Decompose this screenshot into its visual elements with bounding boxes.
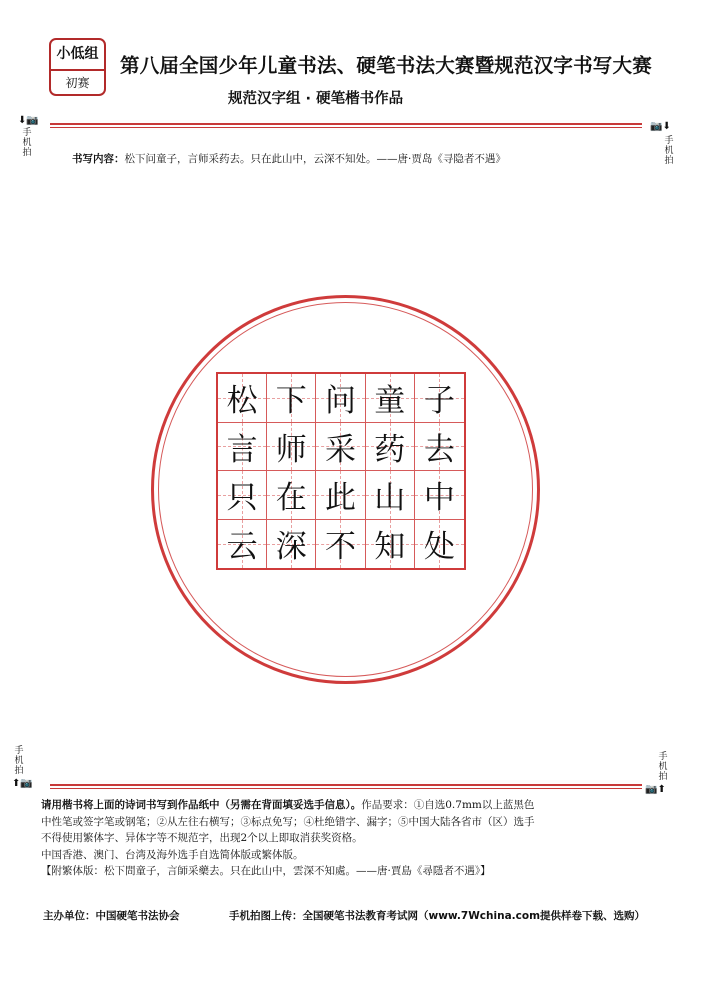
camera-upload-icon: ⬆📷	[12, 778, 33, 789]
grid-cell: 言	[218, 423, 267, 472]
grid-cell: 知	[366, 520, 415, 569]
grid-cell: 中	[415, 471, 464, 520]
grid-cell: 去	[415, 423, 464, 472]
group-badge	[49, 38, 106, 96]
group-label: 小低组	[51, 40, 104, 71]
bottom-divider	[50, 784, 642, 789]
writing-content-text: 松下问童子，言师采药去。只在此山中，云深不知处。——唐·贾岛《寻隐者不遇》	[124, 153, 506, 165]
stage-label: 初赛	[65, 76, 90, 90]
grid-cell: 只	[218, 471, 267, 520]
writing-content-label: 书写内容：	[72, 153, 125, 165]
phone-photo-label-top-left: 手 机 拍	[22, 128, 32, 158]
requirements-intro: 请用楷书将上面的诗词书写到作品纸中（另需在背面填妥选手信息）。	[41, 799, 362, 811]
grid-cell: 云	[218, 520, 267, 569]
grid-cell: 山	[366, 471, 415, 520]
phone-photo-label-bottom-right: 手 机 拍	[658, 752, 668, 782]
organizer-text: 主办单位：中国硬笔书法协会	[43, 910, 180, 922]
grid-cell: 师	[267, 423, 316, 472]
grid-cell: 问	[316, 374, 365, 423]
grid-cell: 此	[316, 471, 365, 520]
grid-cell: 不	[316, 520, 365, 569]
writing-content	[72, 151, 506, 166]
phone-photo-label-top-right: 手 机 拍	[664, 136, 674, 166]
grid-cell: 下	[267, 374, 316, 423]
grid-cell: 童	[366, 374, 415, 423]
upload-info-text: 手机拍图上传：全国硬笔书法教育考试网（www.7Wchina.com提供样卷下载、选购）	[229, 910, 646, 922]
page-title: 第八届全国少年儿童书法、硬笔书法大赛暨规范汉字书写大赛	[120, 54, 652, 77]
grid-cell: 处	[415, 520, 464, 569]
grid-cell: 药	[366, 423, 415, 472]
phone-photo-label-bottom-left: 手 机 拍	[14, 746, 24, 776]
page-subtitle: 规范汉字组 · 硬笔楷书作品	[228, 91, 404, 107]
requirements-block	[41, 797, 656, 880]
traditional-version-text: 【附繁体版：松下問童子，言師采藥去。只在此山中，雲深不知處。——唐·賈島《尋隱者不遇》】	[41, 865, 491, 877]
camera-download-icon: 📷⬇	[650, 121, 671, 132]
grid-cell: 松	[218, 374, 267, 423]
grid-cell: 采	[316, 423, 365, 472]
grid-cell: 在	[267, 471, 316, 520]
grid-cell: 子	[415, 374, 464, 423]
grid-cell: 深	[267, 520, 316, 569]
top-divider	[50, 123, 642, 128]
camera-download-icon: ⬇📷	[18, 115, 39, 126]
requirements-text: 不得使用繁体字、异体字等不规范字，出现2个以上即取消获奖资格。	[41, 832, 363, 844]
requirements-text: 中性笔或签字笔或钢笔；②从左往右横写；③标点免写；④杜绝错字、漏字；⑤中国大陆各省市（区）选手	[41, 815, 535, 828]
requirements-text: 中国香港、澳门、台湾及海外选手自选简体版或繁体版。	[41, 848, 304, 861]
requirements-text: 作品要求：①自选0.7mm以上蓝黑色	[361, 799, 535, 811]
character-grid	[216, 372, 466, 570]
camera-upload-icon: 📷⬆	[645, 784, 666, 795]
